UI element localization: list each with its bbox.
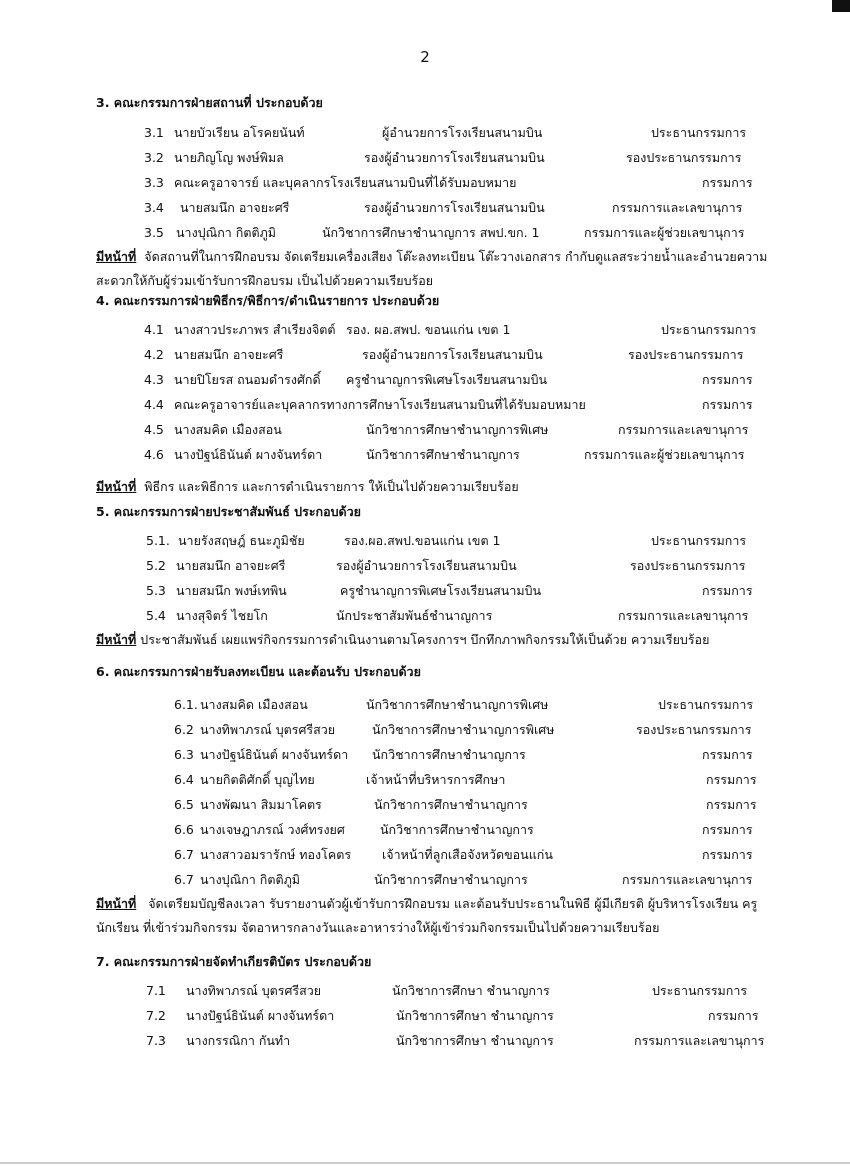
member-number: 6.7 [174,847,194,862]
member-role: กรรมการและเลขานุการ [618,608,749,623]
member-row [96,195,776,220]
member-row [96,842,776,867]
member-row [96,220,776,245]
member-role: กรรมการ [702,847,753,862]
member-position: รอง. ผอ.สพป. ขอนแก่น เขต 1 [346,322,511,337]
member-position: นักวิชาการศึกษาชำนาญการ [372,747,526,762]
member-number: 6.3 [174,747,194,762]
member-position: นักวิชาการศึกษา ชำนาญการ [396,1008,554,1023]
member-number: 6.1. [174,697,198,712]
duty-text: จัดเตรียมบัญชีลงเวลา รับรายงานตัวผู้เข้ารับการฝึกอบรม และต้อนรับประธานในพิธี ผู้มีเกียรติ ผู้บริหารโรงเรียน ครู นักเรียน ที่เข้าร่วมกิจกรรม จัดอาหารกลางวันและอาหารว่างให้ผู้เข้าร่วมกิจกรรมเป็นไปด้วยความเรียบร้อย [96,896,758,935]
member-position: นักวิชาการศึกษาชำนาญการพิเศษ [366,422,549,437]
member-row [96,367,776,392]
member-position: รองผู้อำนวยการโรงเรียนสนามบิน [362,347,543,362]
member-name: นายสมนึก อาจยะศรี [180,200,290,215]
member-name: นายสมนึก อาจยะศรี [174,347,284,362]
member-role: กรรมการและเลขานุการ [618,422,749,437]
member-row [96,342,776,367]
section-4-ceremony [96,289,776,499]
member-role: ประธานกรรมการ [658,697,754,712]
member-role: กรรมการ [706,772,757,787]
member-number: 6.2 [174,722,194,737]
member-role: กรรมการ [702,747,753,762]
duty-label: มีหน้าที่ [96,479,137,494]
member-position: ครูชำนาญการพิเศษโรงเรียนสนามบิน [346,372,548,387]
section-heading: 5. คณะกรรมการฝ่ายประชาสัมพันธ์ ประกอบด้วย [96,504,362,519]
member-name: นางสมคิด เมืองสอน [200,697,308,712]
member-name: นางพัฒนา สิมมาโคตร [200,797,322,812]
member-number: 6.4 [174,772,194,787]
member-role: กรรมการ [702,583,753,598]
member-role: กรรมการ [702,397,753,412]
member-row [96,867,776,892]
member-number: 7.3 [146,1033,166,1048]
section-heading: 3. คณะกรรมการฝ่ายสถานที่ ประกอบด้วย [96,95,323,110]
duty-text: พิธีกร และพิธีการ และการดำเนินรายการ ให้เป็นไปด้วยความเรียบร้อย [144,479,519,494]
member-number: 5.2 [146,558,166,573]
member-name: นางปัฐน์ธินันต์ ผางจันทร์ดา [174,447,323,462]
member-role: ประธานกรรมการ [651,125,747,140]
member-row [96,145,776,170]
member-row [96,603,776,628]
member-position: รองผู้อำนวยการโรงเรียนสนามบิน [364,200,545,215]
member-row [96,417,776,442]
duty-label: มีหน้าที่ [96,249,137,264]
member-role: กรรมการและเลขานุการ [612,200,743,215]
member-name: นางสาวประภาพร สำเรียงจิตต์ [174,322,336,337]
member-number: 3.1 [144,125,164,140]
section-7-certificates [96,950,776,1053]
duty-paragraph [96,475,776,499]
member-role: ประธานกรรมการ [651,533,747,548]
section-heading: 6. คณะกรรมการฝ่ายรับลงทะเบียน และต้อนรับ ประกอบด้วย [96,664,421,679]
member-role: กรรมการและผู้ช่วยเลขานุการ [584,225,745,240]
member-role: กรรมการ [702,822,753,837]
member-position: รอง.ผอ.สพป.ขอนแก่น เขต 1 [344,533,501,548]
member-number: 4.6 [144,447,164,462]
member-position: เจ้าหน้าที่บริหารการศึกษา [366,772,506,787]
member-number: 4.5 [144,422,164,437]
section-heading: 4. คณะกรรมการฝ่ายพิธีกร/พิธีการ/ดำเนินรายการ ประกอบด้วย [96,293,440,308]
member-number: 6.7 [174,872,194,887]
member-position: นักวิชาการศึกษา ชำนาญการ [396,1033,554,1048]
member-row [96,692,776,717]
section-heading: 7. คณะกรรมการฝ่ายจัดทำเกียรติบัตร ประกอบด้วย [96,954,372,969]
member-position: นักวิชาการศึกษา ชำนาญการ [392,983,550,998]
member-position: เจ้าหน้าที่ลูกเสือจังหวัดขอนแก่น [382,847,553,862]
member-number: 4.1 [144,322,164,337]
member-number: 5.4 [146,608,166,623]
member-name: นางสุจิตร์ ไชยโก [176,608,268,623]
member-name: คณะครูอาจารย์ และบุคลากรโรงเรียนสนามบินที่ได้รับมอบหมาย [174,175,517,190]
section-6-registration [96,660,776,940]
member-row [96,392,776,417]
member-position: นักวิชาการศึกษาชำนาญการ [374,797,528,812]
member-number: 7.1 [146,983,166,998]
member-role: ประธานกรรมการ [652,983,748,998]
member-row [96,120,776,145]
member-number: 3.2 [144,150,164,165]
member-role: รองประธานกรรมการ [630,558,746,573]
member-row [96,978,776,1003]
member-role: ประธานกรรมการ [661,322,757,337]
member-name: นางทิพาภรณ์ บุตรศรีสวย [200,722,336,737]
duty-paragraph [96,892,776,940]
member-name: นายบัวเรียน อโรคยนันท์ [174,125,305,140]
member-position: ผู้อำนวยการโรงเรียนสนามบิน [382,125,543,140]
member-position: นักวิชาการศึกษาชำนาญการพิเศษ [366,697,549,712]
member-position: นักวิชาการศึกษาชำนาญการ [374,872,528,887]
member-row [96,1028,776,1053]
member-position: นักวิชาการศึกษาชำนาญการ [366,447,520,462]
duty-paragraph [96,245,776,293]
member-row [96,317,776,342]
member-name: นายสมนึก อาจยะศรี [176,558,286,573]
member-role: รองประธานกรรมการ [626,150,742,165]
member-name: นางสมคิด เมืองสอน [174,422,282,437]
member-role: กรรมการและเลขานุการ [634,1033,765,1048]
duty-label: มีหน้าที่ [96,632,137,647]
section-3-venue [96,91,776,293]
member-row [96,767,776,792]
member-position: นักวิชาการศึกษาชำนาญการ [380,822,534,837]
member-row [96,170,776,195]
member-name: นางสาวอมรารักษ์ ทองโคตร [200,847,352,862]
member-name: นางกรรณิกา กันทำ [186,1033,291,1048]
member-name: นายรังสฤษฎ์ ธนะภูมิชัย [178,533,305,548]
member-name: นายปิโยรส ถนอมดำรงศักดิ์ [174,372,321,387]
member-row [96,792,776,817]
member-number: 4.2 [144,347,164,362]
member-number: 4.3 [144,372,164,387]
member-row [96,717,776,742]
member-number: 3.3 [144,175,164,190]
member-role: รองประธานกรรมการ [628,347,744,362]
member-position: นักวิชาการศึกษาชำนาญการ สพป.ขก. 1 [322,225,540,240]
member-number: 6.6 [174,822,194,837]
member-role: กรรมการ [706,797,757,812]
member-row [96,528,776,553]
member-position: นักวิชาการศึกษาชำนาญการพิเศษ [372,722,555,737]
member-number: 7.2 [146,1008,166,1023]
scan-corner-mark [832,0,850,12]
member-role: รองประธานกรรมการ [636,722,752,737]
duty-text: ประชาสัมพันธ์ เผยแพร่กิจกรรมการดำเนินงานตามโครงการฯ บึกทึกภาพกิจกรรมให้เป็นด้วย ความเรียบร้อย [140,632,710,647]
duty-label: มีหน้าที่ [96,896,137,911]
member-name: นายสมนึก พงษ์เทพิน [176,583,287,598]
member-row [96,817,776,842]
member-number: 3.4 [144,200,164,215]
member-row [96,442,776,467]
duty-text: จัดสถานที่ในการฝึกอบรม จัดเตรียมเครื่องเสียง โต๊ะลงทะเบียน โต๊ะวางเอกสาร กำกับดูแลสระว่ายน้ำและอำนวยความสะดวกให้กับผู้ร่วมเข้ารับการฝึกอบรม เป็นไปด้วยความเรียบร้อย [96,249,768,288]
scan-bottom-edge [0,1162,850,1164]
member-name: นางปัฐน์ธินันต์ ผางจันทร์ดา [186,1008,335,1023]
member-name: นายภิญโญ พงษ์พิมล [174,150,284,165]
member-number: 6.5 [174,797,194,812]
member-row [96,1003,776,1028]
member-row [96,553,776,578]
member-position: ครูชำนาญการพิเศษโรงเรียนสนามบิน [340,583,542,598]
member-position: รองผู้อำนวยการโรงเรียนสนามบิน [336,558,517,573]
duty-paragraph [96,628,776,652]
member-number: 4.4 [144,397,164,412]
member-role: กรรมการและผู้ช่วยเลขานุการ [584,447,745,462]
member-name: นางปุณิกา กิตติภูมิ [200,872,301,887]
member-role: กรรมการ [702,175,753,190]
member-name: นายกิตติศักดิ์ บุญไทย [200,772,315,787]
member-role: กรรมการและเลขานุการ [622,872,753,887]
member-position: นักประชาสัมพันธ์ชำนาญการ [336,608,493,623]
member-name: นางปัฐน์ธินันต์ ผางจันทร์ดา [200,747,349,762]
member-position: รองผู้อำนวยการโรงเรียนสนามบิน [364,150,545,165]
member-role: กรรมการ [702,372,753,387]
member-name: นางเจษฎาภรณ์ วงศ์ทรงยศ [200,822,345,837]
section-5-public-relations [96,500,776,652]
member-role: กรรมการ [708,1008,759,1023]
member-number: 3.5 [144,225,164,240]
member-number: 5.3 [146,583,166,598]
member-name: นางทิพาภรณ์ บุตรศรีสวย [186,983,322,998]
member-row [96,742,776,767]
member-name: คณะครูอาจารย์และบุคลากรทางการศึกษาโรงเรียนสนามบินที่ได้รับมอบหมาย [174,397,586,412]
page-number: 2 [420,48,430,66]
member-row [96,578,776,603]
member-name: นางปุณิกา กิตติภูมิ [176,225,277,240]
member-number: 5.1. [146,533,170,548]
